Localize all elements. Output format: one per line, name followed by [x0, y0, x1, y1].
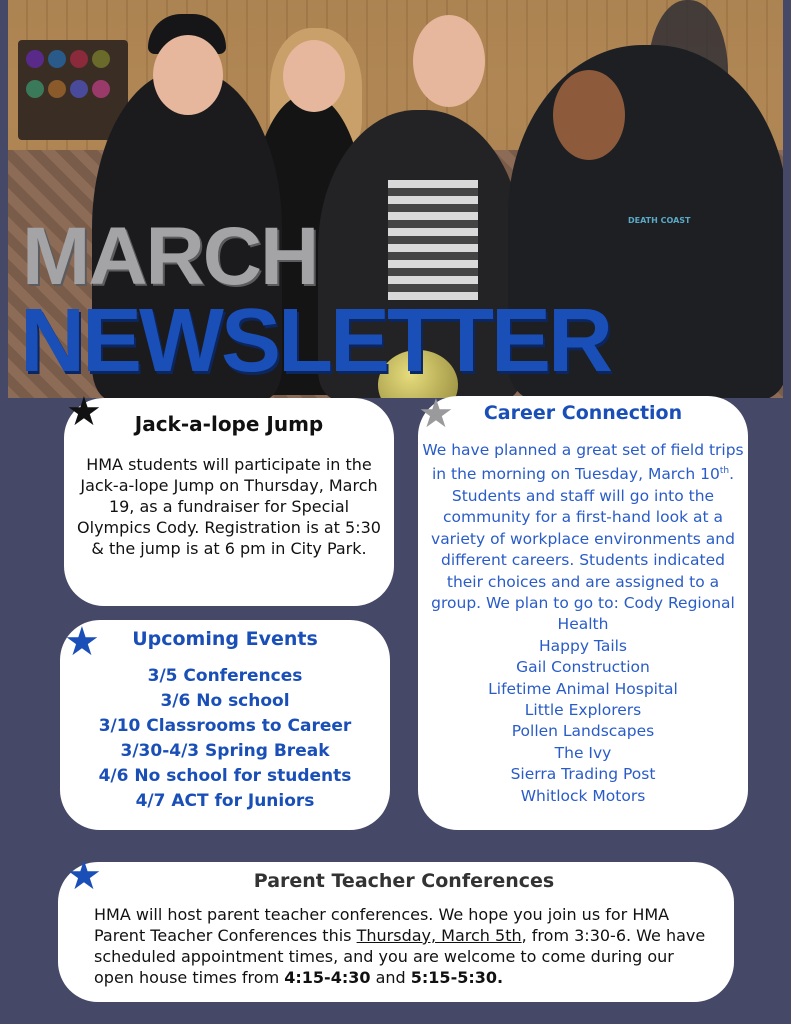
event-item: 3/6 No school — [160, 691, 290, 711]
events-list — [66, 664, 384, 814]
event-item: 3/30-4/3 Spring Break — [120, 741, 330, 761]
career-intro: We have planned a great set of field trips in the morning on Tuesday, March 10th. Students and staff will go into the community for a first-hand look at a variety of workplace environments and different careers. Students indicated their choices and are assigned to a group. We plan to go to: Cody Regional Health — [422, 441, 744, 634]
career-card — [418, 391, 748, 830]
conference-date: Thursday, March 5th — [356, 926, 522, 945]
event-item: 3/5 Conferences — [147, 666, 303, 686]
career-place: Lifetime Animal Hospital — [488, 679, 678, 698]
bowling-ball-rack — [18, 40, 128, 140]
flag-shirt-graphic — [388, 180, 478, 300]
jackalope-heading: Jack-a-lope Jump — [134, 412, 324, 436]
star-icon-blue: ★ — [64, 619, 100, 665]
career-place: Gail Construction — [516, 658, 650, 677]
events-heading: Upcoming Events — [132, 628, 318, 650]
title-march: MARCH — [22, 211, 318, 302]
career-place: Little Explorers — [524, 701, 642, 720]
shirt-logo: DEATH COAST — [628, 216, 691, 225]
conferences-card — [58, 862, 734, 1002]
career-heading: Career Connection — [483, 402, 683, 424]
conferences-body: HMA will host parent teacher conferences. We hope you join us for HMA Parent Teacher Conferences this Thursday, March 5th, from 3:30-6. We have scheduled appointment times, and you are welcome to come during our open house times from 4:15-4:30 and 5:15-5:30. — [94, 905, 706, 987]
open-house-time-2: 5:15-5:30. — [410, 968, 504, 987]
star-icon-gray: ★ — [418, 391, 454, 437]
career-place: Sierra Trading Post — [510, 765, 656, 784]
jackalope-card — [64, 398, 394, 606]
career-place: Pollen Landscapes — [511, 722, 655, 741]
star-icon-blue: ★ — [66, 853, 102, 899]
career-place: The Ivy — [554, 743, 612, 762]
event-item: 3/10 Classrooms to Career — [98, 716, 352, 736]
career-place: Happy Tails — [538, 636, 628, 655]
conferences-heading: Parent Teacher Conferences — [253, 870, 555, 892]
star-icon-black: ★ — [66, 389, 102, 435]
jackalope-body: HMA students will participate in the Jack-a-lope Jump on Thursday, March 19, as a fundraiser for Special Olympics Cody. Registration is at 5:30 & the jump is at 6 pm in City Park. — [77, 455, 381, 558]
career-places — [422, 636, 744, 807]
career-place: Whitlock Motors — [520, 786, 646, 805]
event-item: 4/7 ACT for Juniors — [135, 791, 315, 811]
open-house-time-1: 4:15-4:30 — [284, 968, 371, 987]
events-card — [60, 620, 390, 830]
title-newsletter: NEWSLETTER — [20, 291, 610, 391]
event-item: 4/6 No school for students — [98, 766, 352, 786]
